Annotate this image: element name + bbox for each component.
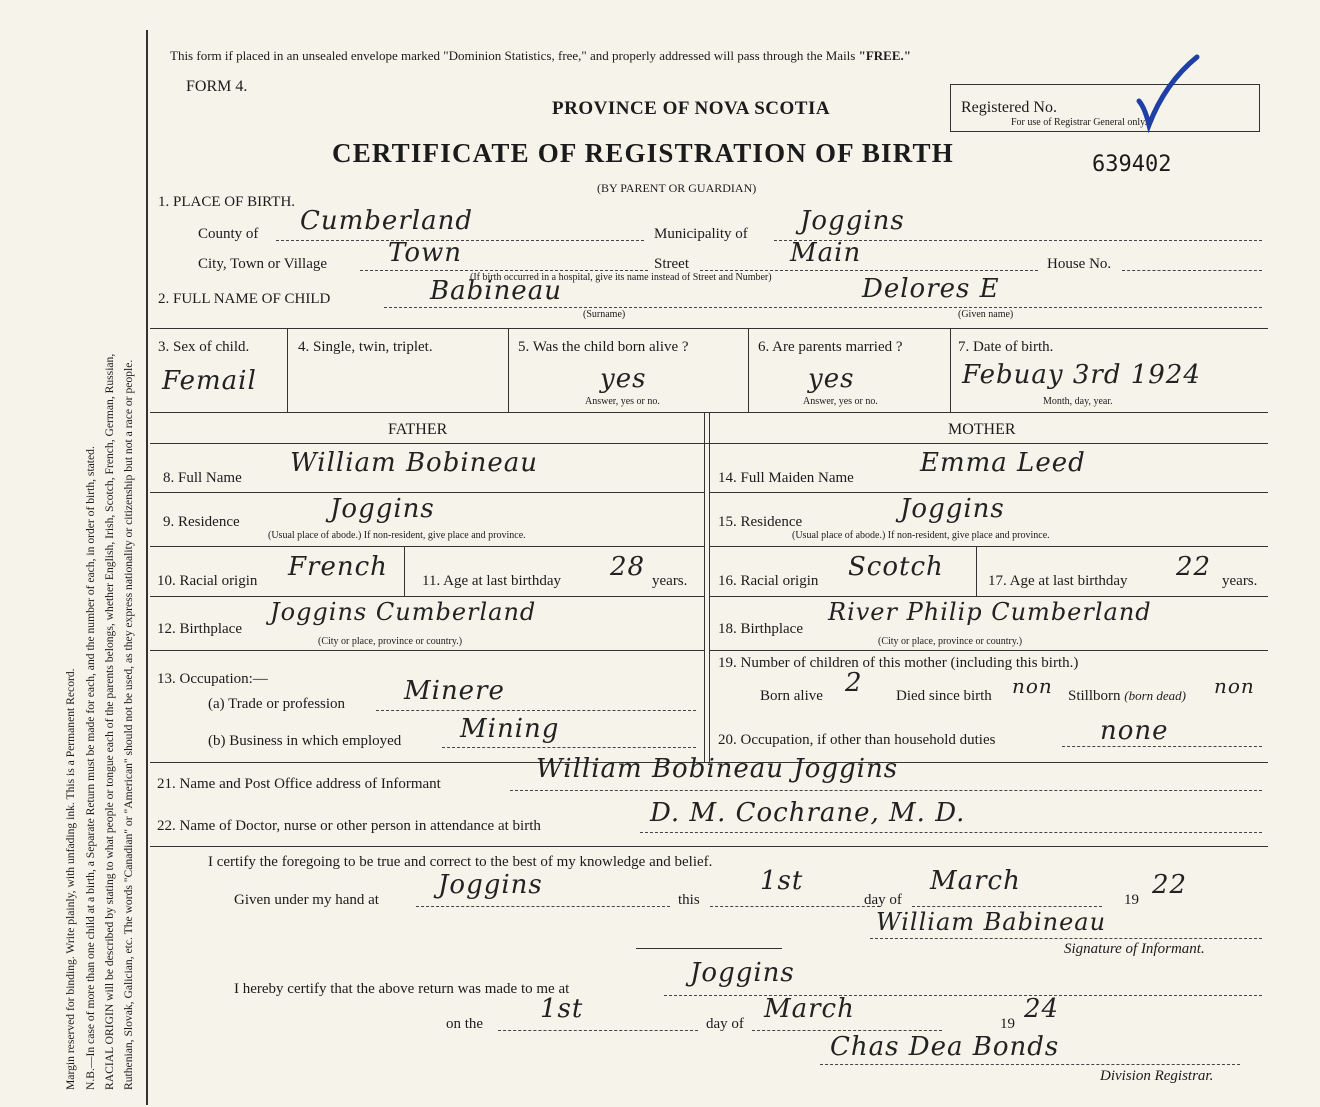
certification-year-value: 22 <box>1152 870 1188 900</box>
county-label: County of <box>198 226 259 242</box>
father-birthplace-label: 12. Birthplace <box>157 621 242 637</box>
trade-value: Minere <box>404 676 505 706</box>
mother-residence-value: Joggins <box>900 494 1005 524</box>
binding-margin <box>0 0 150 1107</box>
mother-name-value: Emma Leed <box>920 448 1086 478</box>
mail-note: This form if placed in an unsealed envelope marked "Dominion Statistics, free," and properly addressed will pass through the Mails "FREE." <box>170 48 911 63</box>
mother-years: years. <box>1222 573 1258 589</box>
registrar-month-value: March <box>764 994 855 1024</box>
mother-racial-value: Scotch <box>848 552 944 582</box>
born-alive-value: yes <box>600 364 647 394</box>
mother-birthplace-value: River Philip Cumberland <box>828 598 1152 626</box>
father-residence-label: 9. Residence <box>163 514 240 530</box>
municipality-value: Joggins <box>800 206 905 236</box>
mother-heading: MOTHER <box>948 421 1016 438</box>
margin-note-3: RACIAL ORIGIN will be described by stating to what people or tongue each of the parents belongs, whether English, Irish, Scotch, French, German, Russian, <box>103 353 116 1090</box>
form-number: FORM 4. <box>186 78 248 95</box>
died-label: Died since birth <box>896 688 992 704</box>
certificate-title: CERTIFICATE OF REGISTRATION OF BIRTH <box>332 138 954 168</box>
doctor-value: D. M. Cochrane, M. D. <box>650 798 966 828</box>
certificate-number: 639402 <box>1092 152 1172 177</box>
child-surname-value: Babineau <box>430 276 562 306</box>
given-name-caption: (Given name) <box>958 309 1014 320</box>
mother-occupation-label: 20. Occupation, if other than household duties <box>718 732 996 748</box>
this-label: this <box>678 892 700 908</box>
dob-label: 7. Date of birth. <box>958 339 1054 355</box>
sex-value: Femail <box>162 366 257 396</box>
mother-name-label: 14. Full Maiden Name <box>718 470 854 486</box>
margin-note-2: N.B.—In case of more than one child at a birth, a Separate Return must be made for each, and the number of each, in order of birth, stated. <box>84 446 97 1090</box>
margin-note-1: Margin reserved for binding. Write plainly, with unfading ink. This is a Permanent Record. <box>64 668 77 1090</box>
registrar-day-value: 1st <box>540 994 584 1024</box>
certificate-subtitle: (BY PARENT OR GUARDIAN) <box>597 181 757 195</box>
father-heading: FATHER <box>388 421 448 438</box>
margin-note-4: Ruthenian, Slovak, Galician, etc. The words "Canadian" or "American" should not be used, as they express nationality or citizenship but not a race or people. <box>122 359 135 1090</box>
dob-caption: Month, day, year. <box>1043 396 1113 407</box>
sex-label: 3. Sex of child. <box>158 339 250 355</box>
checkmark-icon <box>1131 53 1211 133</box>
born-alive-label: 5. Was the child born alive ? <box>518 339 689 355</box>
surname-caption: (Surname) <box>583 309 626 320</box>
certification-day-of-label: day of <box>864 892 902 908</box>
stillborn-value: non <box>1214 674 1255 698</box>
father-years: years. <box>652 573 688 589</box>
born-alive-count-value: 2 <box>845 668 863 698</box>
child-given-value: Delores E <box>862 274 1000 304</box>
father-racial-label: 10. Racial origin <box>157 573 258 589</box>
born-alive-caption: Answer, yes or no. <box>585 396 660 407</box>
informant-label: 21. Name and Post Office address of Informant <box>157 776 441 792</box>
place-of-birth-heading: 1. PLACE OF BIRTH. <box>158 194 296 210</box>
mother-age-label: 17. Age at last birthday <box>988 573 1128 589</box>
mother-age-value: 22 <box>1176 552 1212 582</box>
city-value: Town <box>388 238 462 268</box>
mother-birthplace-label: 18. Birthplace <box>718 621 803 637</box>
child-name-label: 2. FULL NAME OF CHILD <box>158 291 331 307</box>
father-birthplace-value: Joggins Cumberland <box>270 598 537 626</box>
father-residence-caption: (Usual place of abode.) If non-resident, give place and province. <box>268 530 526 541</box>
province-heading: PROVINCE OF NOVA SCOTIA <box>552 98 831 119</box>
given-under-label: Given under my hand at <box>234 892 379 908</box>
registrar-note: For use of Registrar General only. <box>1011 117 1147 128</box>
mother-occupation-value: none <box>1100 716 1169 746</box>
mother-birthplace-caption: (City or place, province or country.) <box>878 636 1023 647</box>
informant-signature: William Babineau <box>876 908 1107 936</box>
doctor-label: 22. Name of Doctor, nurse or other person in attendance at birth <box>157 818 541 834</box>
registrar-signature: Chas Dea Bonds <box>830 1032 1060 1062</box>
business-label: (b) Business in which employed <box>208 733 402 749</box>
city-label: City, Town or Village <box>198 256 328 272</box>
registered-box <box>950 84 1260 132</box>
mother-racial-label: 16. Racial origin <box>718 573 819 589</box>
father-name-label: 8. Full Name <box>163 470 242 486</box>
father-residence-value: Joggins <box>330 494 435 524</box>
certification-month-value: March <box>930 866 1021 896</box>
married-value: yes <box>808 364 855 394</box>
registrar-place-value: Joggins <box>690 958 795 988</box>
house-no-label: House No. <box>1047 256 1112 272</box>
county-value: Cumberland <box>300 206 473 236</box>
registrar-statement: I hereby certify that the above return was made to me at <box>234 981 570 997</box>
informant-value: William Bobineau Joggins <box>536 754 899 784</box>
occupation-label: 13. Occupation:— <box>157 671 268 687</box>
father-birthplace-caption: (City or place, province or country.) <box>318 636 463 647</box>
registrar-on-label: on the <box>446 1016 484 1032</box>
registrar-year-prefix: 19 <box>1000 1016 1015 1032</box>
trade-label: (a) Trade or profession <box>208 696 346 712</box>
registrar-year-value: 24 <box>1024 994 1060 1024</box>
died-value: non <box>1012 674 1053 698</box>
certification-statement: I certify the foregoing to be true and correct to the best of my knowledge and belief. <box>208 854 713 870</box>
street-label: Street <box>654 256 689 272</box>
born-alive-count-label: Born alive <box>760 688 823 704</box>
father-racial-value: French <box>288 552 388 582</box>
registrar-day-of-label: day of <box>706 1016 744 1032</box>
hospital-note: (If birth occurred in a hospital, give its name instead of Street and Number) <box>470 272 772 283</box>
stillborn-label: Stillborn (born dead) <box>1068 688 1187 704</box>
plurality-label: 4. Single, twin, triplet. <box>298 339 433 355</box>
street-value: Main <box>790 238 862 268</box>
father-age-label: 11. Age at last birthday <box>422 573 561 589</box>
married-caption: Answer, yes or no. <box>803 396 878 407</box>
informant-signature-caption: Signature of Informant. <box>1064 941 1205 957</box>
municipality-label: Municipality of <box>654 226 748 242</box>
business-value: Mining <box>460 714 560 744</box>
mother-residence-label: 15. Residence <box>718 514 803 530</box>
father-name-value: William Bobineau <box>290 448 539 478</box>
registered-no-label: Registered No. <box>961 99 1057 116</box>
margin-rule <box>146 30 148 1105</box>
married-label: 6. Are parents married ? <box>758 339 903 355</box>
dob-value: Febuay 3rd 1924 <box>962 360 1201 390</box>
certification-year-prefix: 19 <box>1124 892 1139 908</box>
registrar-signature-caption: Division Registrar. <box>1100 1068 1214 1084</box>
father-age-value: 28 <box>610 552 646 582</box>
children-count-label: 19. Number of children of this mother (including this birth.) <box>718 655 1079 671</box>
certification-day-value: 1st <box>760 866 804 896</box>
given-place-value: Joggins <box>438 870 543 900</box>
mother-residence-caption: (Usual place of abode.) If non-resident, give place and province. <box>792 530 1050 541</box>
